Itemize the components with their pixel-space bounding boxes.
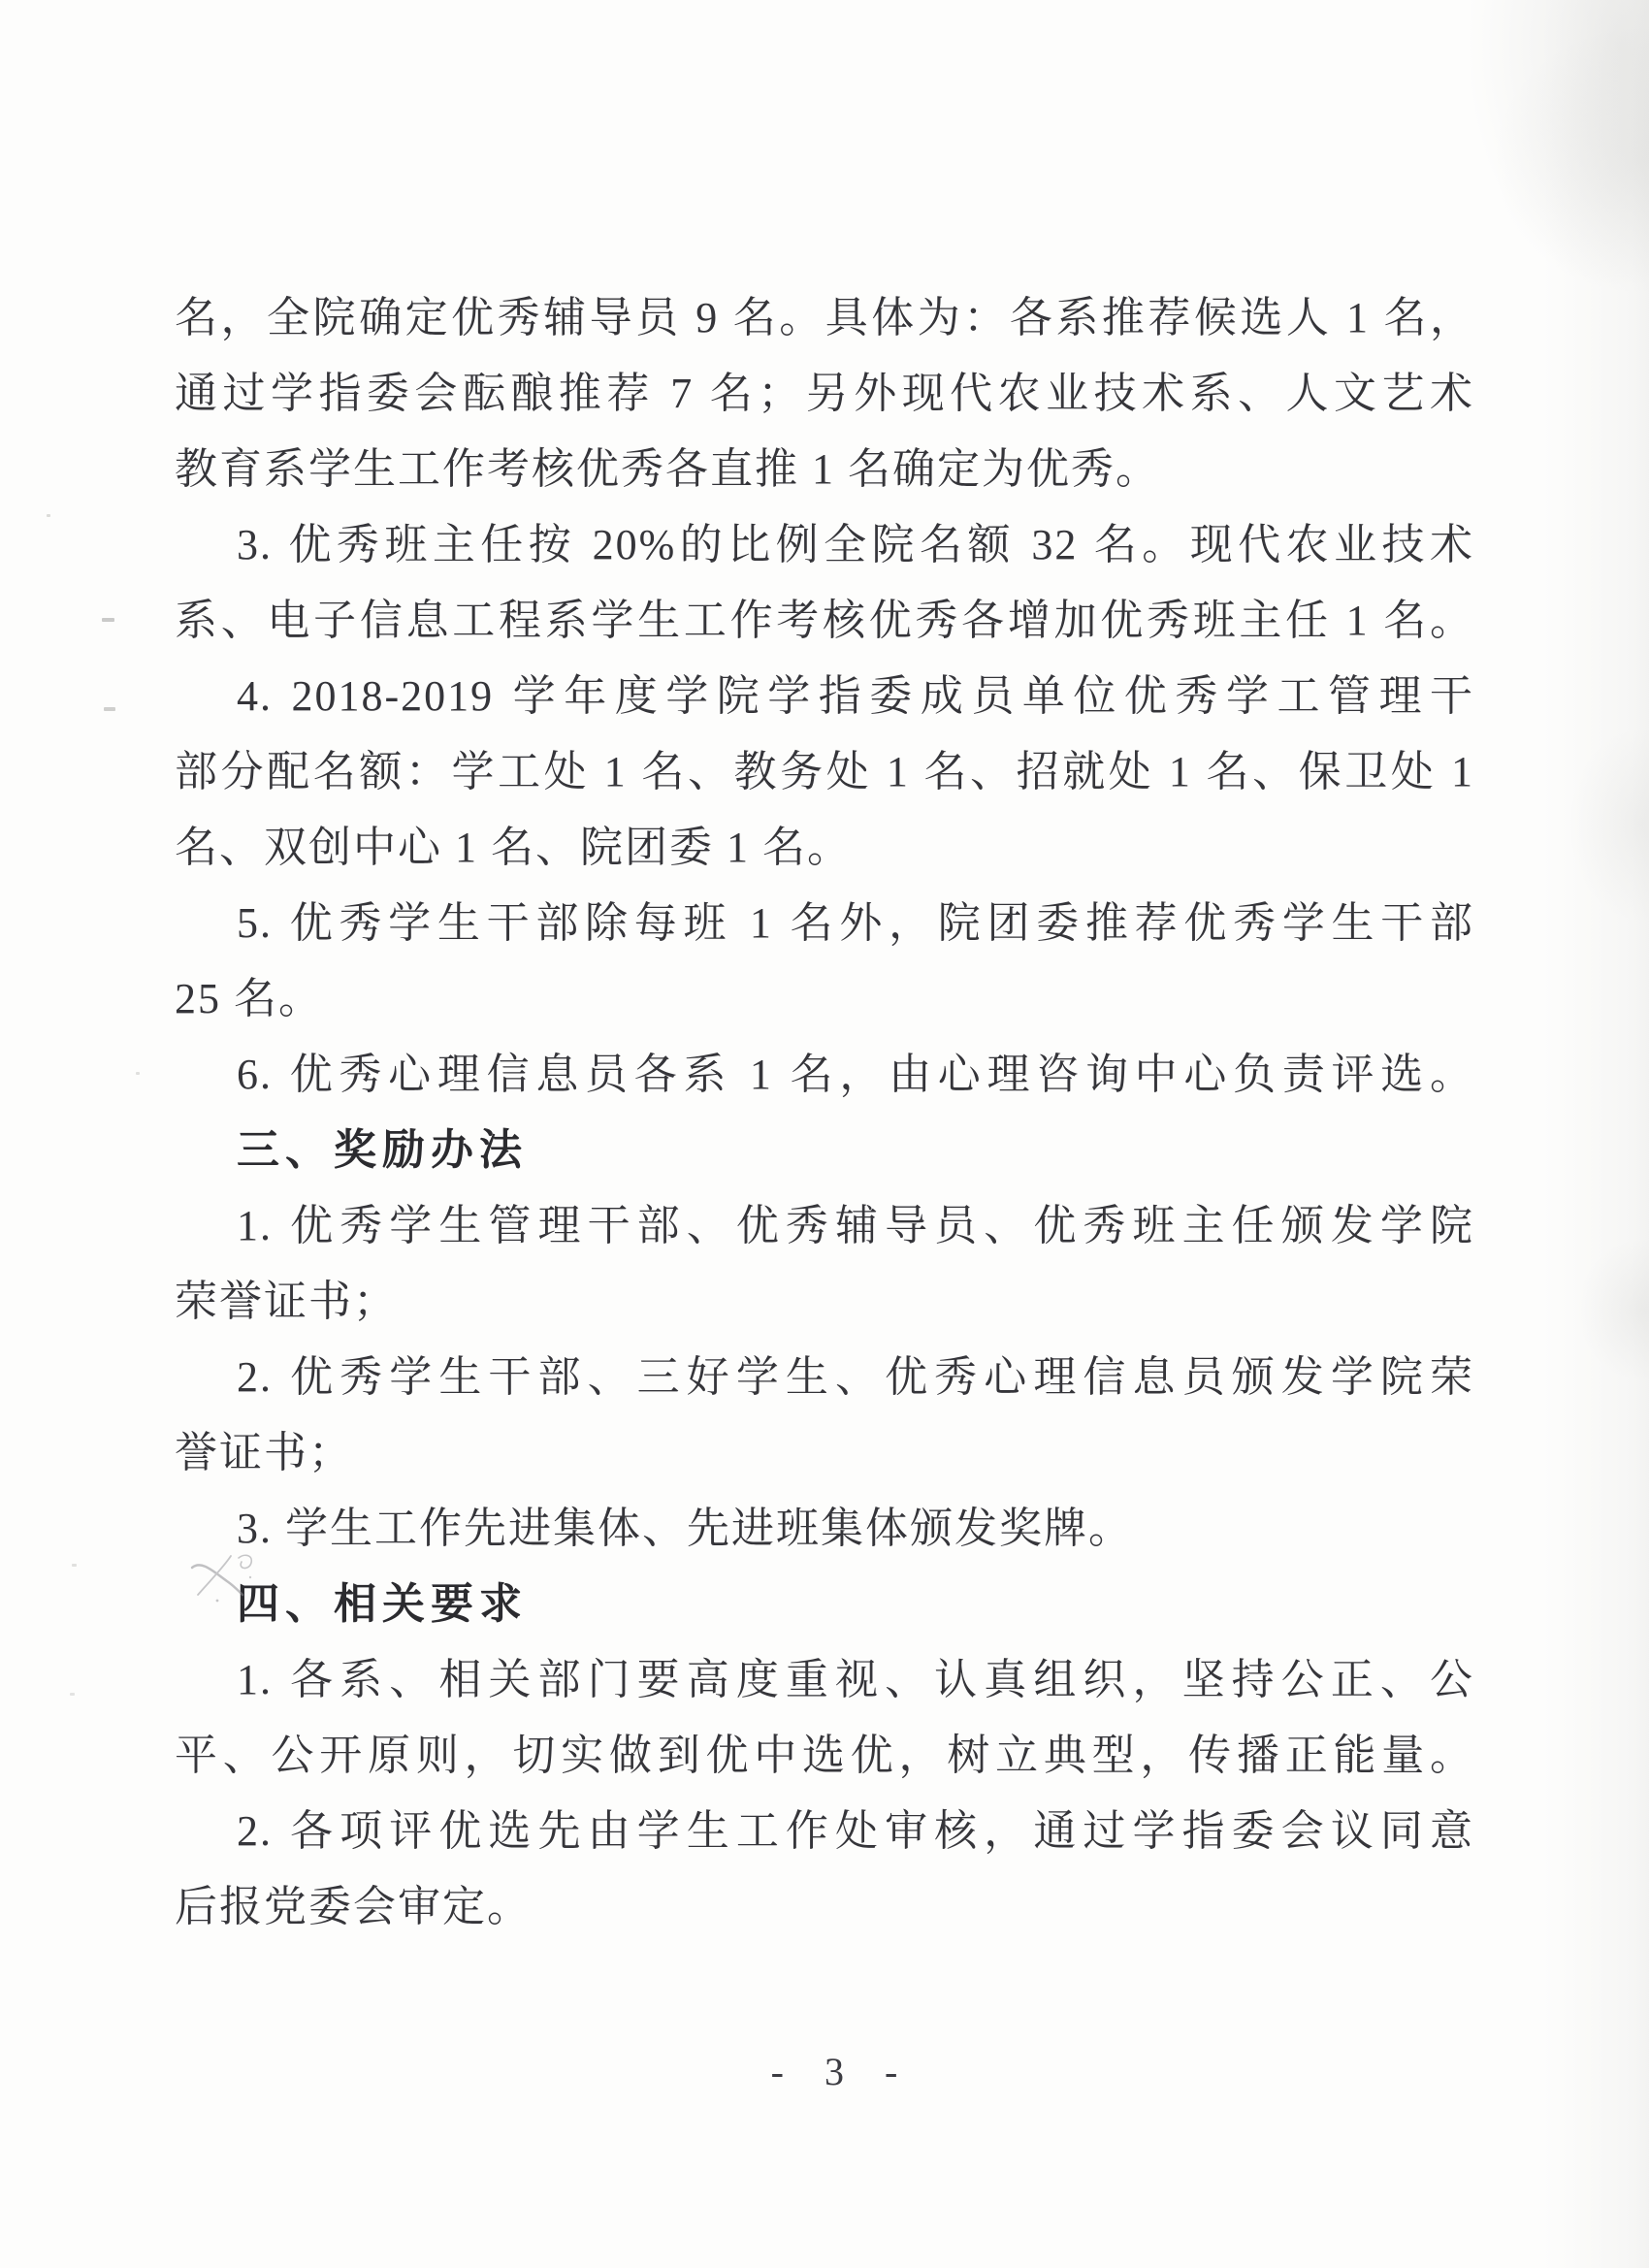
doc-line: 1. 各系、相关部门要高度重视、认真组织，坚持公正、公 — [237, 1656, 1474, 1703]
doc-line: 后报党委会审定。 — [175, 1883, 532, 1930]
doc-line: 1. 优秀学生管理干部、优秀辅导员、优秀班主任颁发学院 — [237, 1202, 1474, 1249]
doc-line: 教育系学生工作考核优秀各直推 1 名确定为优秀。 — [175, 445, 1160, 493]
doc-line: 平、公开原则，切实做到优中选优，树立典型，传播正能量。 — [175, 1732, 1474, 1779]
doc-line: 25 名。 — [175, 975, 323, 1022]
doc-line: 名，全院确定优秀辅导员 9 名。具体为：各系推荐候选人 1 名， — [175, 294, 1474, 341]
section-heading-requirements: 四、相关要求 — [237, 1580, 528, 1628]
section-heading-awards: 三、奖励办法 — [237, 1126, 528, 1174]
scan-noise-blob — [1571, 1232, 1649, 1387]
doc-line: 6. 优秀心理信息员各系 1 名，由心理咨询中心负责评选。 — [237, 1051, 1474, 1098]
doc-line: 3. 优秀班主任按 20%的比例全院名额 32 名。现代农业技术 — [237, 521, 1474, 568]
scan-speck — [136, 1072, 140, 1075]
doc-line: 荣誉证书； — [175, 1278, 398, 1325]
doc-line: 2. 优秀学生干部、三好学生、优秀心理信息员颁发学院荣 — [237, 1353, 1474, 1401]
scan-speck — [72, 1564, 77, 1567]
doc-line: 部分配名额：学工处 1 名、教务处 1 名、招就处 1 名、保卫处 1 — [175, 748, 1474, 795]
scan-noise-blob — [1562, 718, 1649, 931]
doc-line: 4. 2018-2019 学年度学院学指委成员单位优秀学工管理干 — [237, 672, 1474, 720]
doc-line: 5. 优秀学生干部除每班 1 名外，院团委推荐优秀学生干部 — [237, 899, 1474, 947]
scan-speck — [47, 514, 50, 517]
document-body — [175, 280, 1474, 1945]
scan-speck — [70, 1693, 75, 1696]
doc-line: 名、双创中心 1 名、院团委 1 名。 — [175, 824, 852, 871]
doc-line: 2. 各项评优选先由学生工作处审核，通过学指委会议同意 — [237, 1807, 1474, 1855]
scan-speck — [104, 707, 115, 711]
scan-corner-noise — [1465, 0, 1649, 291]
doc-line: 3. 学生工作先进集体、先进班集体颁发奖牌。 — [237, 1505, 1133, 1552]
page-number: - 3 - — [770, 2050, 914, 2093]
scan-edge-shading — [1542, 0, 1649, 2268]
scan-speck — [102, 618, 114, 622]
doc-line: 系、电子信息工程系学生工作考核优秀各增加优秀班主任 1 名。 — [175, 597, 1474, 644]
doc-line: 誉证书； — [175, 1429, 353, 1476]
doc-line: 通过学指委会酝酿推荐 7 名；另外现代农业技术系、人文艺术 — [175, 370, 1474, 417]
